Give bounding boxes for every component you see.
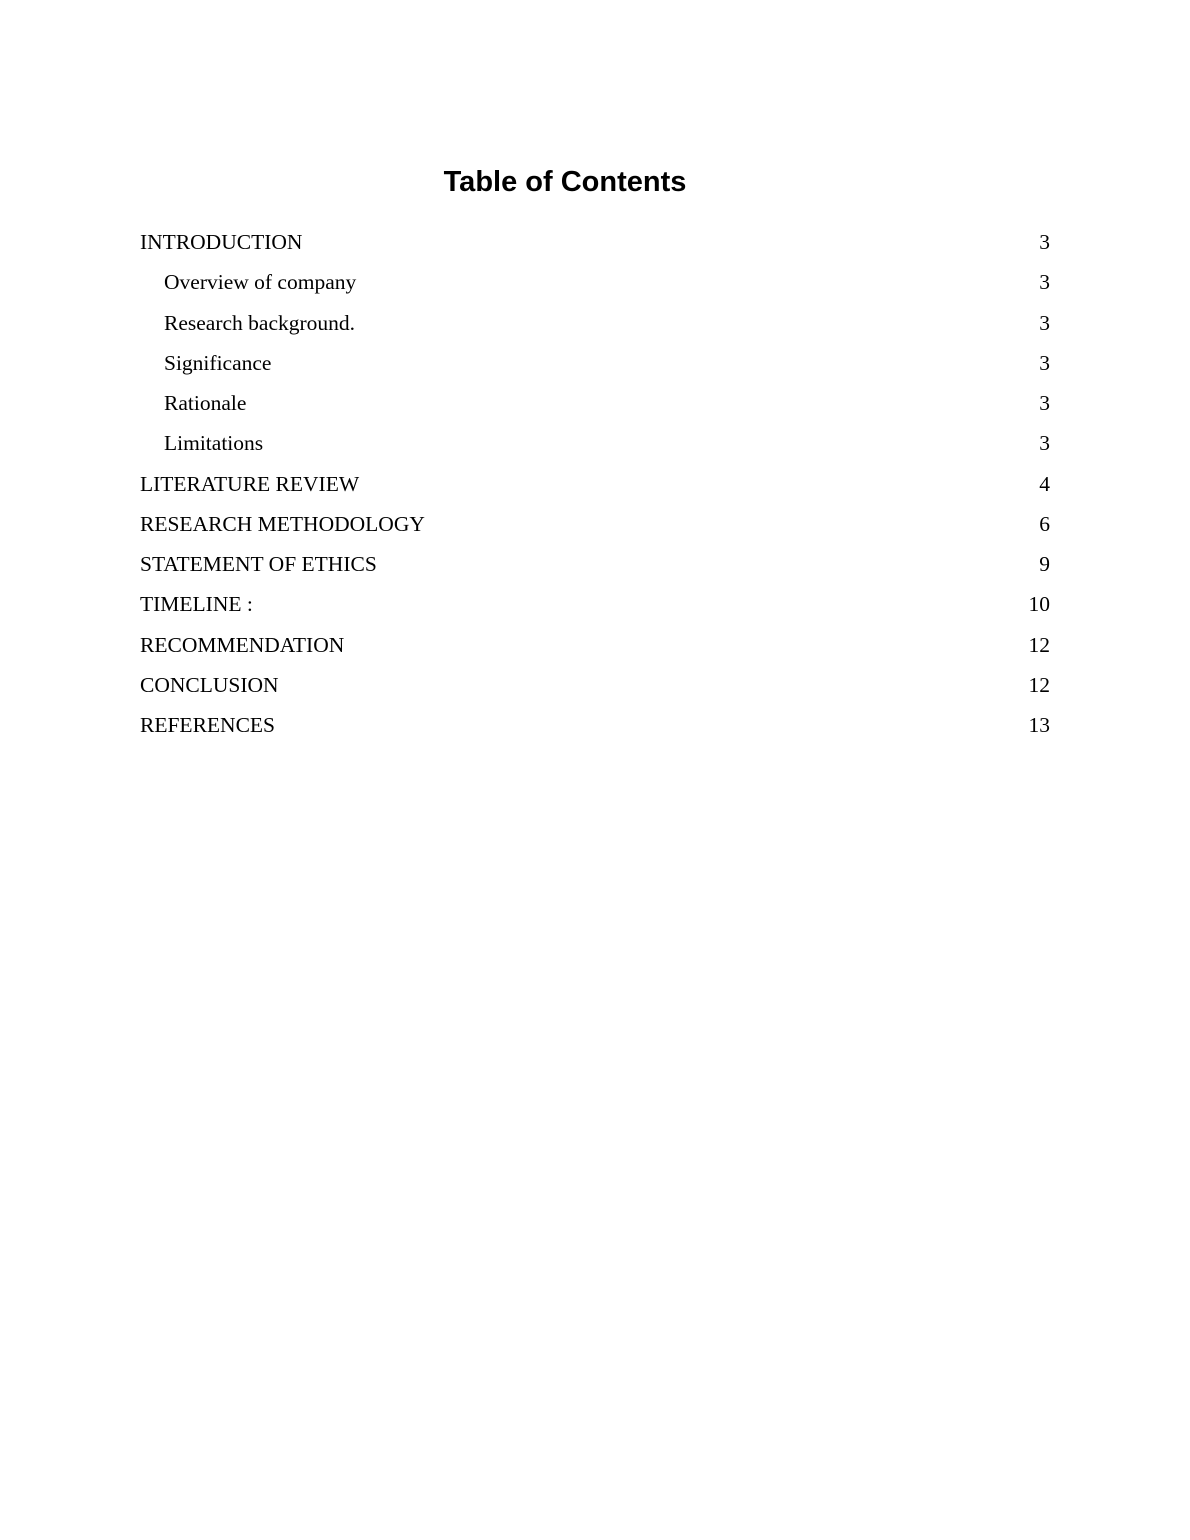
toc-page-number: 3 bbox=[1039, 423, 1050, 463]
toc-entry-label: RECOMMENDATION bbox=[140, 632, 345, 657]
toc-page-number: 3 bbox=[1039, 383, 1050, 423]
toc-entry-label: INTRODUCTION bbox=[140, 230, 303, 254]
toc-entry-label: RESEARCH METHODOLOGY bbox=[140, 511, 425, 536]
toc-page-number: 12 bbox=[1029, 665, 1051, 705]
toc-entry-label: Limitations bbox=[164, 431, 264, 456]
toc-entry-conclusion[interactable] bbox=[140, 665, 1050, 705]
toc-entry-label: REFERENCES bbox=[140, 713, 275, 737]
toc-entry-label: Significance bbox=[164, 350, 272, 375]
toc-page-number: 3 bbox=[1039, 222, 1050, 262]
toc-entry-significance[interactable] bbox=[140, 343, 1050, 383]
toc-page-number: 10 bbox=[1029, 584, 1051, 624]
toc-entry-label: Rationale bbox=[164, 391, 247, 415]
toc-page-number: 13 bbox=[1029, 705, 1051, 745]
toc-page-number: 3 bbox=[1039, 343, 1050, 383]
toc-entry-references[interactable] bbox=[140, 705, 1050, 745]
toc-page-number: 4 bbox=[1039, 464, 1050, 504]
toc-entry-literature-review[interactable] bbox=[140, 464, 1050, 504]
toc-entry-overview-of-company[interactable] bbox=[140, 262, 1050, 302]
toc-entry-label: Research background. bbox=[164, 310, 361, 335]
toc-title: Table of Contents bbox=[443, 166, 687, 198]
toc-entry-recommendation[interactable] bbox=[140, 625, 1050, 665]
toc-entry-introduction[interactable] bbox=[140, 222, 1050, 262]
toc-entry-label: LITERATURE REVIEW bbox=[140, 471, 365, 496]
toc-page-number: 3 bbox=[1039, 262, 1050, 302]
toc-page-number: 6 bbox=[1039, 504, 1050, 544]
toc-list bbox=[140, 222, 1050, 745]
toc-entry-research-background[interactable] bbox=[140, 303, 1050, 343]
toc-page-number: 9 bbox=[1039, 544, 1050, 584]
toc-entry-rationale[interactable] bbox=[140, 383, 1050, 423]
toc-entry-label: STATEMENT OF ETHICS bbox=[140, 552, 377, 576]
toc-entry-label: TIMELINE : bbox=[140, 592, 253, 617]
toc-entry-limitations[interactable] bbox=[140, 423, 1050, 463]
toc-entry-statement-of-ethics[interactable] bbox=[140, 544, 1050, 584]
toc-page-number: 12 bbox=[1029, 625, 1051, 665]
toc-entry-label: CONCLUSION bbox=[140, 672, 279, 697]
toc-entry-research-methodology[interactable] bbox=[140, 504, 1050, 544]
toc-page-number: 3 bbox=[1039, 303, 1050, 343]
toc-entry-timeline[interactable] bbox=[140, 584, 1050, 624]
toc-entry-label: Overview of company bbox=[164, 270, 357, 295]
